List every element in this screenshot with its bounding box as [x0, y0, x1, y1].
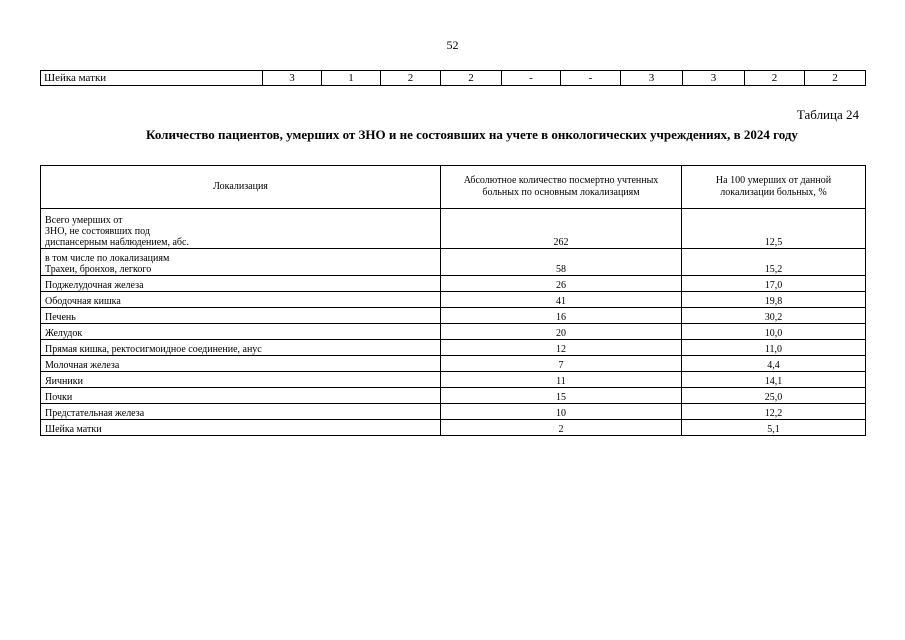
table-row	[41, 71, 866, 86]
table-row	[41, 356, 866, 372]
header-absolute: Абсолютное количество посмертно учтенных больных по основным локализациям	[441, 166, 682, 209]
table-title: Количество пациентов, умерших от ЗНО и не состоявших на учете в онкологических учреждениях, в 2024 году	[146, 127, 798, 142]
page-number: 52	[446, 38, 459, 52]
table-cell: -	[561, 71, 621, 86]
absolute-value: 2	[441, 420, 682, 436]
per100-value: 12,2	[682, 404, 866, 420]
table-cell: 3	[621, 71, 683, 86]
absolute-value: 7	[441, 356, 682, 372]
table-row	[41, 388, 866, 404]
table-row	[41, 340, 866, 356]
table-cell: 2	[441, 71, 502, 86]
row-label	[41, 249, 441, 276]
absolute-value: 10	[441, 404, 682, 420]
row-label: Почки	[41, 388, 441, 404]
table-row	[41, 404, 866, 420]
row-label-line: в том числе по локализациям	[45, 253, 170, 264]
absolute-value: 16	[441, 308, 682, 324]
table-cell: 3	[683, 71, 745, 86]
row-label-line: ЗНО, не состоявших под	[45, 226, 150, 237]
header-per100: На 100 умерших от данной локализации больных, %	[682, 166, 866, 209]
table-row	[41, 420, 866, 436]
continued-table	[40, 70, 866, 86]
per100-value: 11,0	[682, 340, 866, 356]
row-label: Шейка матки	[41, 71, 263, 86]
row-label: Желудок	[41, 324, 441, 340]
mortality-table	[40, 165, 866, 436]
table-cell: 2	[805, 71, 866, 86]
absolute-value: 58	[441, 249, 682, 276]
table-cell: -	[502, 71, 561, 86]
row-label: Молочная железа	[41, 356, 441, 372]
table-row	[41, 292, 866, 308]
row-label: Поджелудочная железа	[41, 276, 441, 292]
absolute-value: 262	[441, 209, 682, 249]
row-label: Прямая кишка, ректосигмоидное соединение, анус	[41, 340, 441, 356]
row-label-line: Всего умерших от	[45, 215, 123, 226]
row-label: Предстательная железа	[41, 404, 441, 420]
table-cell: 2	[381, 71, 441, 86]
row-label-line: диспансерным наблюдением, абс.	[45, 237, 189, 248]
per100-value: 14,1	[682, 372, 866, 388]
absolute-value: 15	[441, 388, 682, 404]
table-row	[41, 324, 866, 340]
table-cell: 2	[745, 71, 805, 86]
absolute-value: 26	[441, 276, 682, 292]
per100-value: 4,4	[682, 356, 866, 372]
absolute-value: 11	[441, 372, 682, 388]
per100-value: 12,5	[682, 209, 866, 249]
table-header-row	[41, 166, 866, 209]
table-row	[41, 276, 866, 292]
absolute-value: 41	[441, 292, 682, 308]
absolute-value: 12	[441, 340, 682, 356]
per100-value: 10,0	[682, 324, 866, 340]
row-label: Ободочная кишка	[41, 292, 441, 308]
table-row	[41, 249, 866, 276]
table-row-total	[41, 209, 866, 249]
table-cell: 3	[263, 71, 322, 86]
row-label: Печень	[41, 308, 441, 324]
per100-value: 19,8	[682, 292, 866, 308]
row-label: Яичники	[41, 372, 441, 388]
table-row	[41, 372, 866, 388]
row-label-line: Трахеи, бронхов, легкого	[45, 264, 152, 275]
per100-value: 25,0	[682, 388, 866, 404]
table-row	[41, 308, 866, 324]
header-localization: Локализация	[41, 166, 441, 209]
per100-value: 5,1	[682, 420, 866, 436]
table-cell: 1	[322, 71, 381, 86]
absolute-value: 20	[441, 324, 682, 340]
per100-value: 17,0	[682, 276, 866, 292]
table-caption: Таблица 24	[796, 107, 859, 122]
row-label	[41, 209, 441, 249]
per100-value: 15,2	[682, 249, 866, 276]
row-label: Шейка матки	[41, 420, 441, 436]
per100-value: 30,2	[682, 308, 866, 324]
